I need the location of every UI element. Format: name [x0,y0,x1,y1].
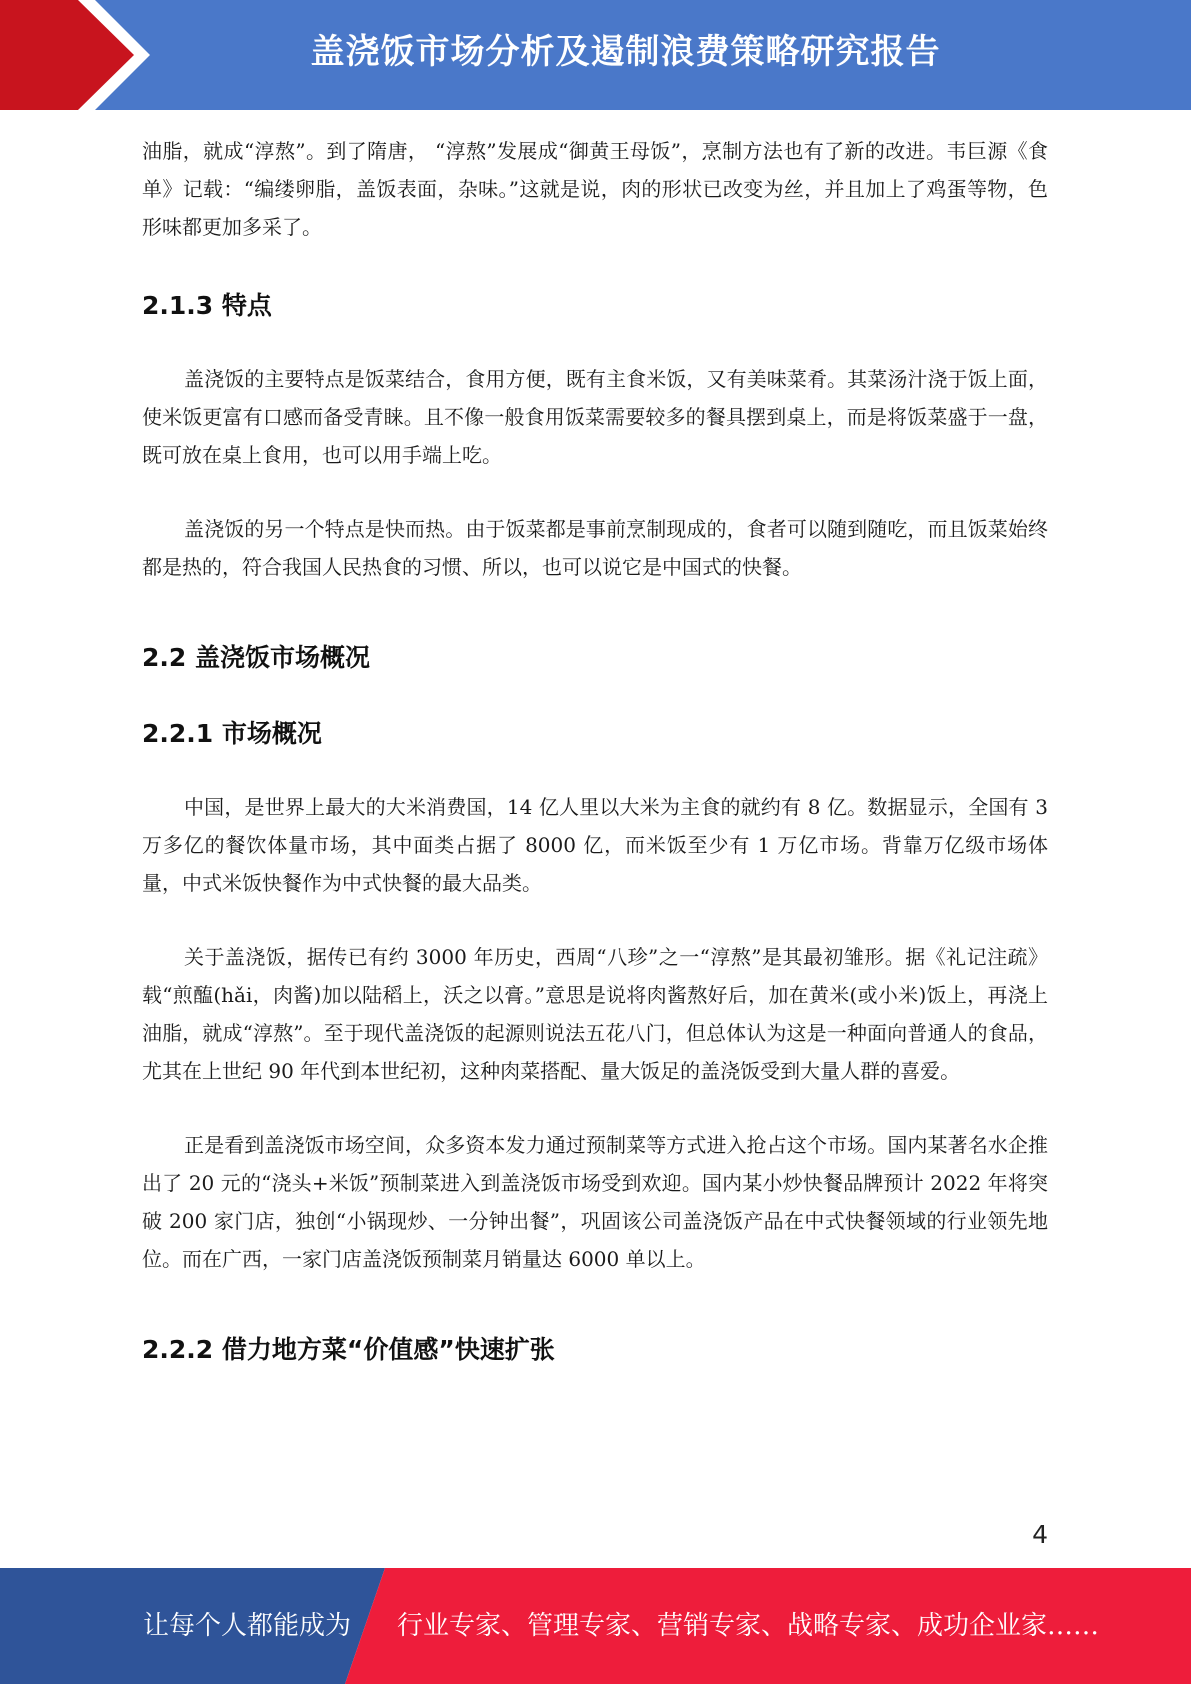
paragraph-market-1: 中国，是世界上最大的大米消费国，14 亿人里以大米为主食的就约有 8 亿。数据显示，全国有 3 万多亿的餐饮体量市场，其中面类占据了 8000 亿，而米饭至少有 1 万亿市场。背靠万亿级市场体量，中式米饭快餐作为中式快餐的最大品类。 [142,795,1048,895]
paragraph-market-2: 关于盖浇饭，据传已有约 3000 年历史，西周“八珍”之一“淳熬”是其最初雏形。据《礼记注疏》载“煎醢(hǎi，肉酱)加以陆稻上，沃之以膏。”意思是说将肉酱熬好后，加在黄米(或小米)饭上，再浇上油脂，就成“淳熬”。至于现代盖浇饭的起源则说法五花八门，但总体认为这是一种面向普通人的食品，尤其在上世纪 90 年代到本世纪初，这种肉菜搭配、量大饭足的盖浇饭受到大量人群的喜爱。 [142,945,1048,1083]
footer-slogan-right: 行业专家、管理专家、营销专家、战略专家、成功企业家…… [397,1611,1100,1641]
paragraph-intro: 油脂，就成“淳熬”。到了隋唐， “淳熬”发展成“御黄王母饭”，烹制方法也有了新的改进。韦巨源《食单》记载：“编缕卵脂，盖饭表面，杂味。”这就是说，肉的形状已改变为丝，并且加上了鸡蛋等物，色形味都更加多采了。 [142,139,1048,239]
footer-slogan-left: 让每个人都能成为 [143,1611,352,1641]
report-title: 盖浇饭市场分析及遏制浪费策略研究报告 [310,32,941,72]
paragraph-market-3: 正是看到盖浇饭市场空间，众多资本发力通过预制菜等方式进入抢占这个市场。国内某著名水企推出了 20 元的“浇头+米饭”预制菜进入到盖浇饭市场受到欢迎。国内某小炒快餐品牌预计 2022 年将突破 200 家门店，独创“小锅现炒、一分钟出餐”，巩固该公司盖浇饭产品在中式快餐领域的行业领先地位。而在广西，一家门店盖浇饭预制菜月销量达 6000 单以上。 [142,1133,1048,1271]
page-header [0,0,1191,110]
page-number: 4 [1032,1520,1048,1549]
heading-2-2-2: 2.2.2 借力地方菜“价值感”快速扩张 [142,1335,555,1364]
heading-2-2: 2.2 盖浇饭市场概况 [142,643,370,672]
heading-2-1-3: 2.1.3 特点 [142,291,272,320]
paragraph-feature-1: 盖浇饭的主要特点是饭菜结合，食用方便，既有主食米饭，又有美味菜肴。其菜汤汁浇于饭上面，使米饭更富有口感而备受青睐。且不像一般食用饭菜需要较多的餐具摆到桌上，而是将饭菜盛于一盘，既可放在桌上食用，也可以用手端上吃。 [142,367,1048,467]
page-footer [0,1568,1191,1684]
paragraph-feature-2: 盖浇饭的另一个特点是快而热。由于饭菜都是事前烹制现成的，食者可以随到随吃，而且饭菜始终都是热的，符合我国人民热食的习惯、所以，也可以说它是中国式的快餐。 [142,517,1048,579]
heading-2-2-1: 2.2.1 市场概况 [142,719,322,748]
document-body [142,132,1048,1366]
